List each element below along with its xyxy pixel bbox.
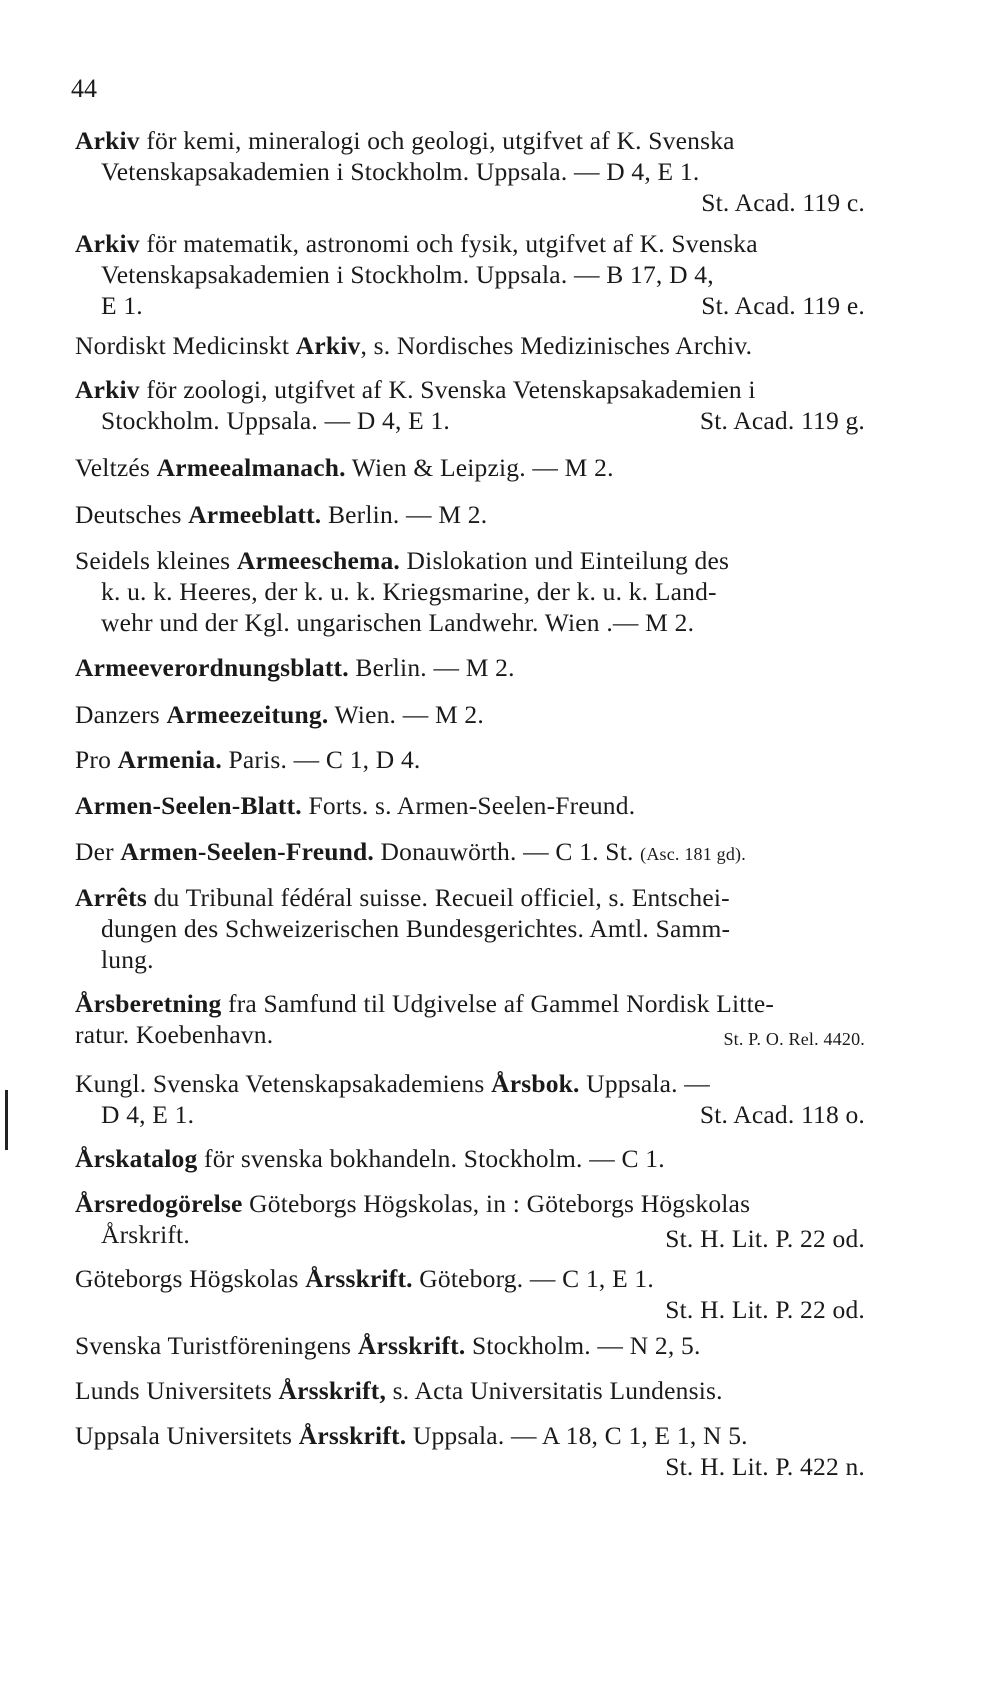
entry-arkiv-matematik bbox=[75, 228, 865, 321]
entry-pro-armenia bbox=[75, 744, 865, 775]
entry-prefix: Nordiskt Medicinskt bbox=[75, 331, 296, 360]
entry-keyword: Armen-Seelen-Freund. bbox=[120, 837, 374, 866]
entry-keyword: Årsbok. bbox=[491, 1069, 580, 1098]
entry-text: k. u. k. Heeres, der k. u. k. Kriegsmarine, der k. u. k. Land- bbox=[101, 577, 717, 606]
entry-prefix: Uppsala Universitets bbox=[75, 1421, 299, 1450]
entry-armen-seelen-blatt bbox=[75, 790, 865, 821]
entry-nordiskt-medicinskt-arkiv bbox=[75, 330, 865, 361]
entry-keyword: Armeezeitung. bbox=[166, 700, 329, 729]
margin-mark bbox=[5, 1090, 8, 1150]
entry-keyword: Armeeschema. bbox=[236, 546, 400, 575]
entry-keyword: Arkiv bbox=[75, 126, 140, 155]
entry-text: för zoologi, utgifvet af K. Svenska Vetenskapsakademien i bbox=[139, 375, 756, 404]
page-number: 44 bbox=[71, 74, 97, 103]
entry-text: Göteborgs Högskolas, in : Göteborgs Högskolas bbox=[242, 1189, 751, 1218]
entry-reference: St. Acad. 119 g. bbox=[699, 406, 865, 435]
entry-text: Donauwörth. — C 1. St. bbox=[373, 837, 641, 866]
entry-arskatalog bbox=[75, 1143, 865, 1174]
entry-keyword: Arkiv bbox=[75, 375, 140, 404]
entry-keyword: Armeeblatt. bbox=[188, 500, 322, 529]
entry-prefix: Kungl. Svenska Vetenskapsakademiens bbox=[75, 1069, 492, 1098]
entry-keyword: Årsskrift. bbox=[357, 1331, 466, 1360]
entry-keyword: Årsberetning bbox=[75, 989, 222, 1018]
entry-prefix: Pro bbox=[75, 745, 118, 774]
entry-reference: St. H. Lit. P. 422 n. bbox=[665, 1452, 865, 1481]
entry-text: för kemi, mineralogi och geologi, utgifvet af K. Svenska bbox=[139, 126, 735, 155]
entry-arsredogorelse bbox=[75, 1188, 865, 1253]
entry-text: du Tribunal fédéral suisse. Recueil officiel, s. Entschei- bbox=[147, 883, 730, 912]
entry-text: , s. Nordisches Medizinisches Archiv. bbox=[360, 331, 753, 360]
entry-text: Berlin. — M 2. bbox=[348, 653, 515, 682]
entry-armeeblatt bbox=[75, 499, 865, 530]
entry-text: Uppsala. — A 18, C 1, E 1, N 5. bbox=[406, 1421, 748, 1450]
entry-armeeverordnungsblatt bbox=[75, 652, 865, 683]
entry-arkiv-kemi bbox=[75, 125, 865, 218]
entry-text: Stockholm. — N 2, 5. bbox=[465, 1331, 701, 1360]
entry-reference: St. Acad. 119 c. bbox=[701, 188, 865, 217]
entry-text: Berlin. — M 2. bbox=[321, 500, 488, 529]
entry-text: Dislokation und Einteilung des bbox=[399, 546, 730, 575]
entry-text: Årskrift. bbox=[101, 1220, 190, 1249]
entry-text: Wien. — M 2. bbox=[328, 700, 484, 729]
entry-reference: St. Acad. 118 o. bbox=[699, 1100, 865, 1129]
entry-text: Vetenskapsakademien i Stockholm. Uppsala. — B 17, D 4, bbox=[101, 260, 714, 289]
entry-arrets bbox=[75, 882, 865, 975]
entry-text: D 4, E 1. bbox=[101, 1100, 195, 1129]
entry-uppsala-arsskrift bbox=[75, 1420, 865, 1482]
entry-reference: St. Acad. 119 e. bbox=[701, 291, 865, 320]
entry-text: lung. bbox=[101, 945, 154, 974]
entry-goteborgs-arsskrift bbox=[75, 1263, 865, 1325]
entry-text: fra Samfund til Udgivelse af Gammel Nordisk Litte- bbox=[221, 989, 775, 1018]
entry-armeealmanach bbox=[75, 452, 865, 483]
entry-text: wehr und der Kgl. ungarischen Landwehr. Wien .— M 2. bbox=[101, 608, 695, 637]
entry-keyword: Arkiv bbox=[75, 229, 140, 258]
entry-prefix: Seidels kleines bbox=[75, 546, 237, 575]
entry-lunds-arsskrift bbox=[75, 1375, 865, 1406]
entry-keyword: Årskatalog bbox=[75, 1144, 198, 1173]
entry-arkiv-zoologi bbox=[75, 374, 865, 436]
entry-text: Paris. — C 1, D 4. bbox=[221, 745, 421, 774]
entry-text: för matematik, astronomi och fysik, utgifvet af K. Svenska bbox=[139, 229, 758, 258]
entry-armen-seelen-freund bbox=[75, 836, 865, 870]
entry-text: Forts. s. Armen-Seelen-Freund. bbox=[301, 791, 636, 820]
entry-keyword: Årsredogörelse bbox=[75, 1189, 243, 1218]
entry-text: Uppsala. — bbox=[579, 1069, 711, 1098]
entry-reference: St. P. O. Rel. 4420. bbox=[723, 1029, 865, 1049]
entry-text: s. Acta Universitatis Lundensis. bbox=[386, 1376, 723, 1405]
entry-prefix: Danzers bbox=[75, 700, 167, 729]
entry-text: E 1. bbox=[101, 291, 143, 320]
entry-prefix: Svenska Turistföreningens bbox=[75, 1331, 358, 1360]
entry-keyword: Arrêts bbox=[75, 883, 147, 912]
entry-keyword: Arkiv bbox=[295, 331, 361, 360]
entry-armeezeitung bbox=[75, 699, 865, 730]
entry-prefix: Lunds Universitets bbox=[75, 1376, 279, 1405]
entry-turistforeningens-arsskrift bbox=[75, 1330, 865, 1361]
entry-keyword: Armeeverordnungsblatt. bbox=[75, 653, 349, 682]
entry-keyword: Armeealmanach. bbox=[156, 453, 346, 482]
entry-reference: St. H. Lit. P. 22 od. bbox=[665, 1224, 865, 1253]
entry-arsbok bbox=[75, 1068, 865, 1130]
entry-prefix: Veltzés bbox=[75, 453, 157, 482]
entry-prefix: Der bbox=[75, 837, 121, 866]
entry-keyword: Årsskrift, bbox=[278, 1376, 387, 1405]
entry-keyword: Årsskrift. bbox=[305, 1264, 413, 1293]
entry-keyword: Armen-Seelen-Blatt. bbox=[75, 791, 302, 820]
entry-prefix: Göteborgs Högskolas bbox=[75, 1264, 306, 1293]
entry-text: Vetenskapsakademien i Stockholm. Uppsala. — D 4, E 1. bbox=[101, 157, 700, 186]
entry-keyword: Årsskrift. bbox=[298, 1421, 407, 1450]
entry-armeeschema bbox=[75, 545, 865, 638]
entry-text: dungen des Schweizerischen Bundesgerichtes. Amtl. Samm- bbox=[101, 914, 731, 943]
entry-text: Wien & Leipzig. — M 2. bbox=[345, 453, 614, 482]
entry-reference: St. H. Lit. P. 22 od. bbox=[665, 1295, 865, 1324]
entry-keyword: Armenia. bbox=[117, 745, 222, 774]
entry-text: Stockholm. Uppsala. — D 4, E 1. bbox=[101, 406, 451, 435]
entry-text: Göteborg. — C 1, E 1. bbox=[412, 1264, 654, 1293]
entry-prefix: Deutsches bbox=[75, 500, 189, 529]
entry-text: för svenska bokhandeln. Stockholm. — C 1. bbox=[197, 1144, 665, 1173]
entry-reference: (Asc. 181 gd). bbox=[640, 844, 746, 864]
entry-text: ratur. Koebenhavn. bbox=[75, 1020, 274, 1049]
entry-arsberetning bbox=[75, 988, 865, 1050]
